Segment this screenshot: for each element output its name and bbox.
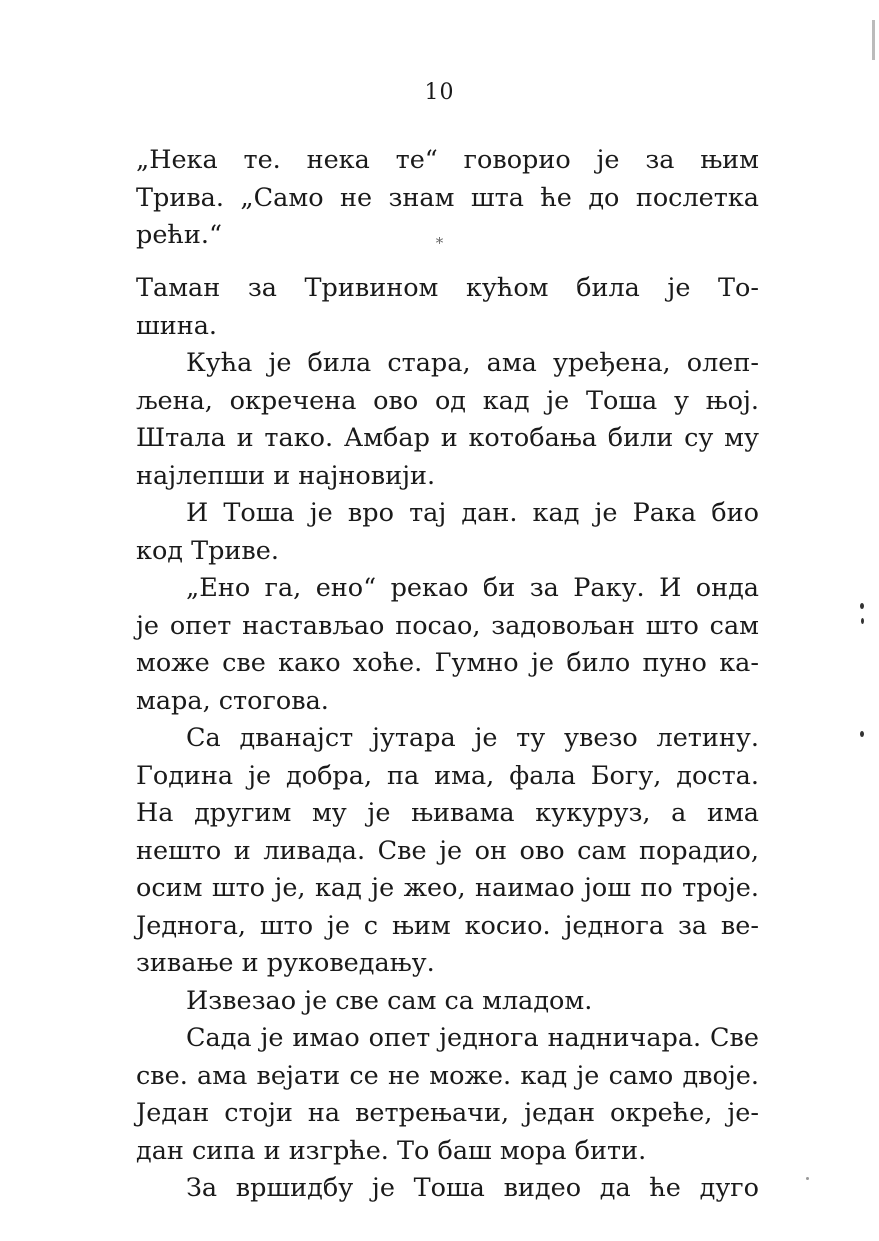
text-line: На другим му је њивама кукуруз, а има	[136, 798, 759, 828]
text-line: осим што је, кад је жео, наимао још по троје.	[136, 873, 759, 903]
text-line: је опет настављао посао, задовољан што сам	[136, 610, 759, 641]
text-line: код Триве.	[136, 535, 279, 566]
scan-edge-mark	[872, 20, 875, 60]
text-line: Једнога, што је с њим косио. једнога за ве-	[136, 910, 759, 941]
text-line: најлепши и најновији.	[136, 460, 436, 491]
text-line: све. ама вејати се не може. кад је само двоје.	[136, 1060, 759, 1091]
scan-speck	[861, 618, 864, 624]
text-line: Година је добра, па има, фала Богу, доста.	[136, 760, 759, 791]
section-separator: *	[435, 234, 444, 252]
text-line: Један стоји на ветрењачи, један окреће, је-	[136, 1098, 759, 1128]
text-line: Трива. „Само не знам шта ће до послетка	[136, 182, 759, 213]
text-line: Са дванајст јутара је ту увезо летину.	[186, 723, 759, 753]
text-line: „Нека те. нека те“ говорио је за њим	[136, 145, 759, 175]
text-line: шина.	[136, 310, 218, 341]
text-line: Таман за Тривином кућом била је То-	[136, 273, 759, 303]
text-line: За вршидбу је Тоша видео да ће дуго	[186, 1173, 759, 1203]
text-line: љена, окречена ово од кад је Тоша у њој.	[136, 385, 759, 416]
scan-speck	[860, 731, 864, 737]
text-line: Штала и тако. Амбар и котобања били су му	[136, 423, 759, 453]
text-line: зивање и руковедању.	[136, 948, 435, 978]
text-line: дан сипа и изгрће. То баш мора бити.	[136, 1135, 647, 1166]
body-text	[136, 270, 759, 1208]
text-line: рећи.“	[136, 220, 222, 250]
text-line: Сада је имао опет једнога надничара. Све	[186, 1023, 759, 1053]
page-number: 10	[424, 80, 455, 105]
scan-speck	[806, 1177, 809, 1180]
text-line: нешто и ливада. Све је он ово сам порадио,	[136, 835, 759, 866]
text-line: Извезао је све сам са младом.	[186, 985, 593, 1016]
text-line: И Тоша је врo тај дан. кад је Рака био	[186, 498, 759, 528]
text-line: Кућа је била стара, ама уређена, олеп-	[186, 348, 759, 378]
scan-speck	[860, 603, 864, 609]
text-line: може све како хоће. Гумно је било пуно ка-	[136, 648, 759, 678]
text-line: мара, стогова.	[136, 685, 329, 716]
text-line: „Ено га, ено“ рекао би за Раку. И онда	[186, 573, 759, 603]
